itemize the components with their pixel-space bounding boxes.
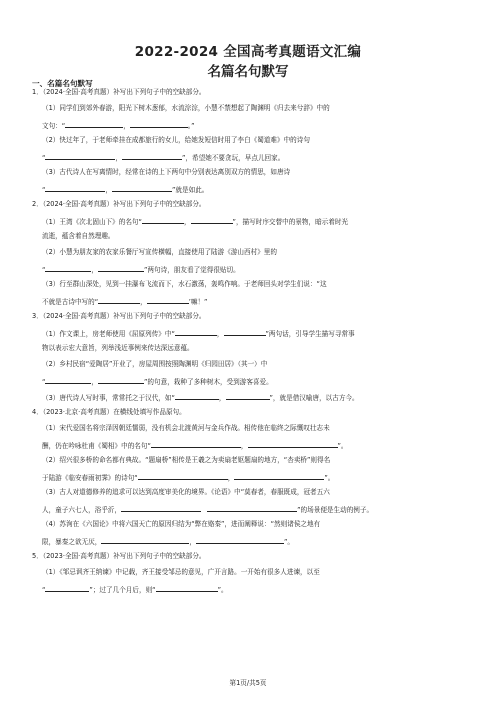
answer-blank[interactable] xyxy=(101,536,189,544)
q1-item-3-text: （3）古代诗人在写离情时，经常在诗的上下两句中分别表达离别双方的情思，如唐诗 xyxy=(42,168,291,176)
answer-blank[interactable] xyxy=(191,216,233,224)
answer-blank[interactable] xyxy=(121,504,201,512)
page-number: 第1页/共5页 xyxy=(229,679,267,687)
q3-item-2-blanks: “ ， ”的句意，栽种了多种树木，受到游客喜爱。 xyxy=(42,378,273,386)
q4-item-3-blanks: 人，童子六七人，浴乎沂， ”的场景便是生动的例子。 xyxy=(42,506,374,514)
q4-item-4-text: （4）苏洵在《六国论》中将六国天亡的原因归结为“弊在赂秦”，进而阐释说：“然则诸侯之地有 xyxy=(42,520,321,528)
answer-blank[interactable] xyxy=(45,152,115,160)
q5-item-1-text: （1）《邹忌讽齐王纳谏》中记载，齐王接受邹忌的意见，广开言路。一开始有很多人进谏，以至 xyxy=(42,568,320,576)
answer-blank[interactable] xyxy=(224,328,266,336)
section-heading: 一、名篇名句默写 xyxy=(32,79,93,88)
q1-item-1-text: （1）同学们到郊外春游，阳光下树木葱郁，水流淙淙，小慧不禁想起了陶渊明《归去来兮辞》中的 xyxy=(42,104,330,112)
q4-item-4-blanks: 限，暴秦之欲无厌， ， ”。 xyxy=(42,538,294,546)
answer-blank[interactable] xyxy=(45,264,91,272)
q1-item-2-text: （2）快过年了，于老师牵挂在成都旅行的女儿，给她发短信时用了李白《蜀道难》中的诗句 xyxy=(42,136,310,144)
question-2-stem: 2．（2024·全国·高考真题）补写出下列句子中的空缺部分。 xyxy=(32,200,206,208)
q4-item-1-text: （1）宋代爱国名将宗泽因朝廷懦弱，没有机会北渡黄河与金兵作战。相传他在临终之际慨叹壮志未 xyxy=(42,424,330,432)
q2-item-1-cont: 流逝，蕴含着自然理趣。 xyxy=(42,232,115,240)
question-5-stem: 5．（2023·全国·高考真题）补写出下列句子中的空缺部分。 xyxy=(32,552,206,560)
question-3-stem: 3．（2024·全国·高考真题）补写出下列句子中的空缺部分。 xyxy=(32,312,206,320)
q2-item-3-blanks: 不就是古诗中写的“ ， ’嘛！” xyxy=(42,298,208,306)
answer-blank[interactable] xyxy=(122,152,182,160)
answer-blank[interactable] xyxy=(112,184,172,192)
q3-item-3-blanks: （3）唐代诗人写时事，常常托之于汉代，如“ ， ”，就是借汉喻唐，以古方今。 xyxy=(42,394,359,402)
answer-blank[interactable] xyxy=(98,296,140,304)
document-subtitle: 名篇名句默写 xyxy=(207,64,289,80)
answer-blank[interactable] xyxy=(130,120,188,128)
q3-item-2-text: （2）乡村民宿“爱陶居”开业了，房屋周围按照陶渊明《归园田居》（其一）中 xyxy=(42,360,268,368)
question-4-stem: 4．（2023·北京·高考真题）在横线处填写作品原句。 xyxy=(32,408,186,416)
document-title: 2022-2024 全国高考真题语文汇编 xyxy=(134,44,362,60)
answer-blank[interactable] xyxy=(45,184,105,192)
q3-item-1-blanks: （1）作文课上，房老师使用《屈原列传》中“ ， ”两句话，引导学生描写寻常事 xyxy=(42,330,355,338)
answer-blank[interactable] xyxy=(175,328,217,336)
q3-item-1-cont: 物以表示宏大意旨，列举浅近事例来传达深远意蕴。 xyxy=(42,344,194,352)
q5-item-1-blanks: “ ”；过了几个月后，则“ ”。 xyxy=(42,586,228,594)
answer-blank[interactable] xyxy=(151,440,241,448)
q4-item-1-blanks: 酬，仍在吟咏杜甫《蜀相》中的名句“ ， ”。 xyxy=(42,442,348,450)
answer-blank[interactable] xyxy=(65,120,123,128)
q2-item-2-blanks: “ ， ”两句诗，朋友看了觉得很贴切。 xyxy=(42,266,240,274)
question-1-stem: 1．（2024·全国·高考真题）补写出下列句子中的空缺部分。 xyxy=(32,88,206,96)
answer-blank[interactable] xyxy=(226,392,270,400)
answer-blank[interactable] xyxy=(45,584,89,592)
q1-item-3-blanks: “ ， ”就是如此。 xyxy=(42,186,209,194)
answer-blank[interactable] xyxy=(98,376,144,384)
answer-blank[interactable] xyxy=(98,264,144,272)
answer-blank[interactable] xyxy=(142,216,184,224)
answer-blank[interactable] xyxy=(156,584,218,592)
q4-item-2-text: （2）绍兴很多桥的命名都有典故。“题扇桥”相传是王羲之为卖扇老妪题扇的地方，“杏卖桥”则得名 xyxy=(42,456,331,464)
q4-item-3-text: （3）古人对道德修养的追求可以达到高度审美化的境界。《论语》中“莫春者，春服既成，冠者五六 xyxy=(42,488,330,496)
answer-blank[interactable] xyxy=(207,504,297,512)
answer-blank[interactable] xyxy=(196,536,284,544)
answer-blank[interactable] xyxy=(147,296,189,304)
q1-item-2-blanks: “ ， ”，希望她不要贪玩，早点儿回家。 xyxy=(42,154,285,162)
q2-item-2-text: （2）小慧为朋友家的农家乐餐厅写宣传横幅，直接使用了陆游《游山西村》里的 xyxy=(42,248,277,256)
answer-blank[interactable] xyxy=(248,440,338,448)
answer-blank[interactable] xyxy=(175,392,219,400)
q2-item-1-blanks: （1）王湾《次北固山下》的名句“ ， ”，描写时序交替中的景物，暗示着时光 xyxy=(42,218,349,226)
answer-blank[interactable] xyxy=(234,472,324,480)
q1-item-1-blanks: 文句：“ ， 。” xyxy=(42,122,195,130)
answer-blank[interactable] xyxy=(45,376,91,384)
answer-blank[interactable] xyxy=(138,472,228,480)
q2-item-3-text: （3）行至群山深处，见到一挂瀑布飞流而下，水石激荡，轰鸣作响。于老师回头对学生们说：“这 xyxy=(42,280,327,288)
q4-item-2-blanks: 于陆游《临安春雨初霁》的诗句“ ， ”。 xyxy=(42,474,335,482)
